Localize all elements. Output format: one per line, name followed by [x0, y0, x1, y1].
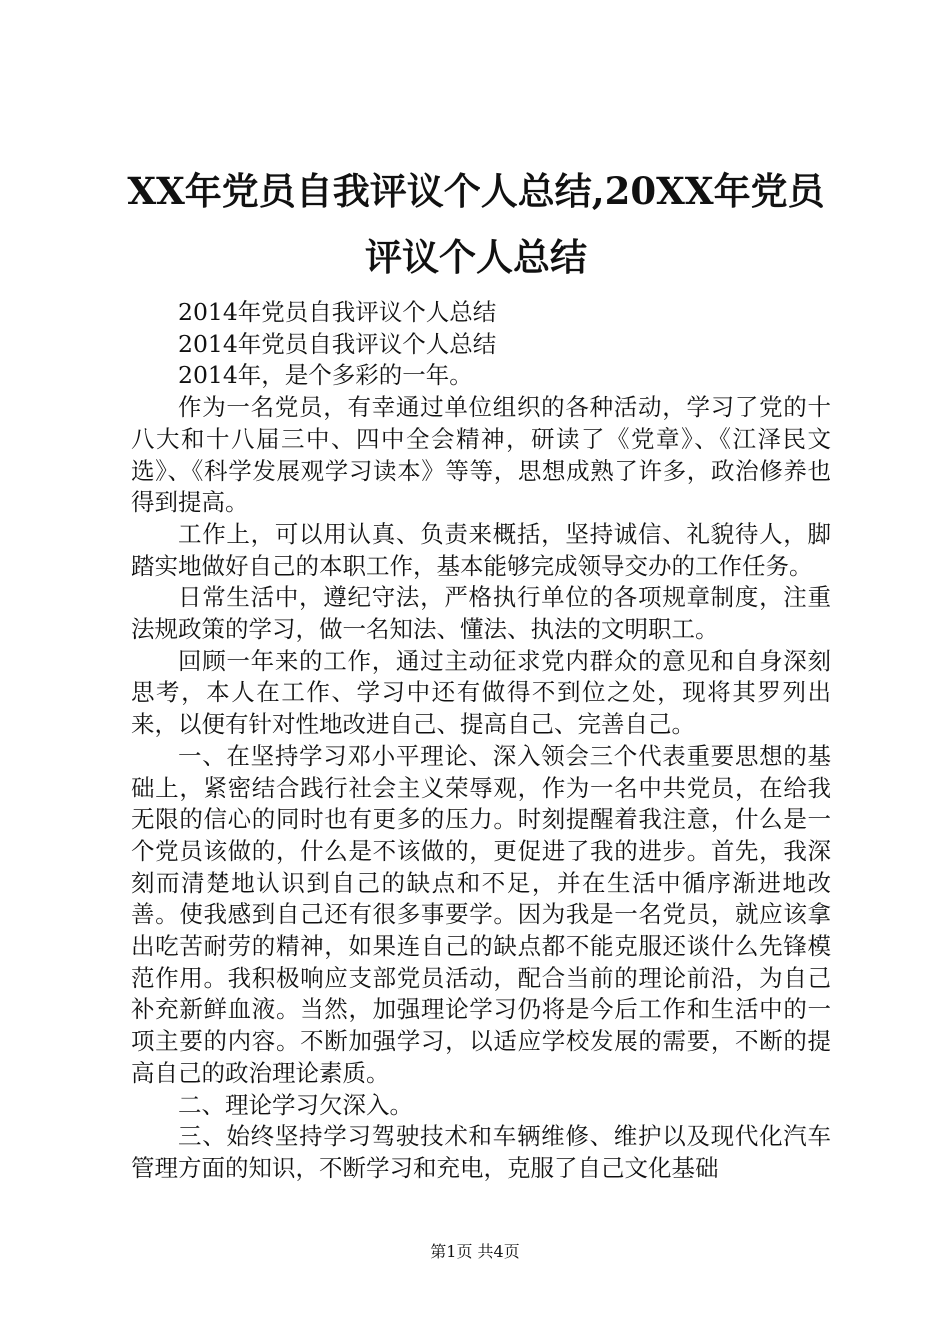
paragraph: 二、理论学习欠深入。: [178, 1090, 413, 1119]
page-footer: 第1页 共4页: [430, 1242, 520, 1261]
paragraph: 回顾一年来的工作，通过主动征求党内群众的意见和自身深刻思考，本人在工作、学习中还有做得不到位之处，现将其罗列出来，以便有针对性地改进自己、提高自己、完善自己。: [131, 646, 831, 739]
paragraph: 作为一名党员，有幸通过单位组织的各种活动，学习了党的十八大和十八届三中、四中全会精神，研读了《党章》、《江泽民文选》、《科学发展观学习读本》等等，思想成熟了许多，政治修养也得到提高。: [131, 393, 831, 517]
document-title: XX年党员自我评议个人总结,20XX年党员评议个人总结: [127, 169, 825, 279]
paragraph: 日常生活中，遵纪守法，严格执行单位的各项规章制度，注重法规政策的学习，做一名知法、懂法、执法的文明职工。: [131, 583, 831, 644]
document-body: [131, 297, 831, 1185]
paragraph: 一、在坚持学习邓小平理论、深入领会三个代表重要思想的基础上，紧密结合践行社会主义荣辱观，作为一名中共党员，在给我无限的信心的同时也有更多的压力。时刻提醒着我注意，什么是一个党员该做的，什么是不该做的，更促进了我的进步。首先，我深刻而清楚地认识到自己的缺点和不足，并在生活中循序渐进地改善。使我感到自己还有很多事要学。因为我是一名党员，就应该拿出吃苦耐劳的精神，如果连自己的缺点都不能克服还谈什么先锋模范作用。我积极响应支部党员活动，配合当前的理论前沿，为自己补充新鲜血液。当然，加强理论学习仍将是今后工作和生活中的一项主要的内容。不断加强学习，以适应学校发展的需要，不断的提高自己的政治理论素质。: [131, 741, 831, 1087]
paragraph: 2014年党员自我评议个人总结: [178, 298, 497, 326]
paragraph: 工作上，可以用认真、负责来概括，坚持诚信、礼貌待人，脚踏实地做好自己的本职工作，基本能够完成领导交办的工作任务。: [131, 519, 831, 580]
paragraph: 三、始终坚持学习驾驶技术和车辆维修、维护以及现代化汽车管理方面的知识，不断学习和充电，克服了自己文化基础: [131, 1122, 831, 1182]
paragraph: 2014年，是个多彩的一年。: [178, 361, 473, 390]
paragraph: 2014年党员自我评议个人总结: [178, 329, 497, 358]
